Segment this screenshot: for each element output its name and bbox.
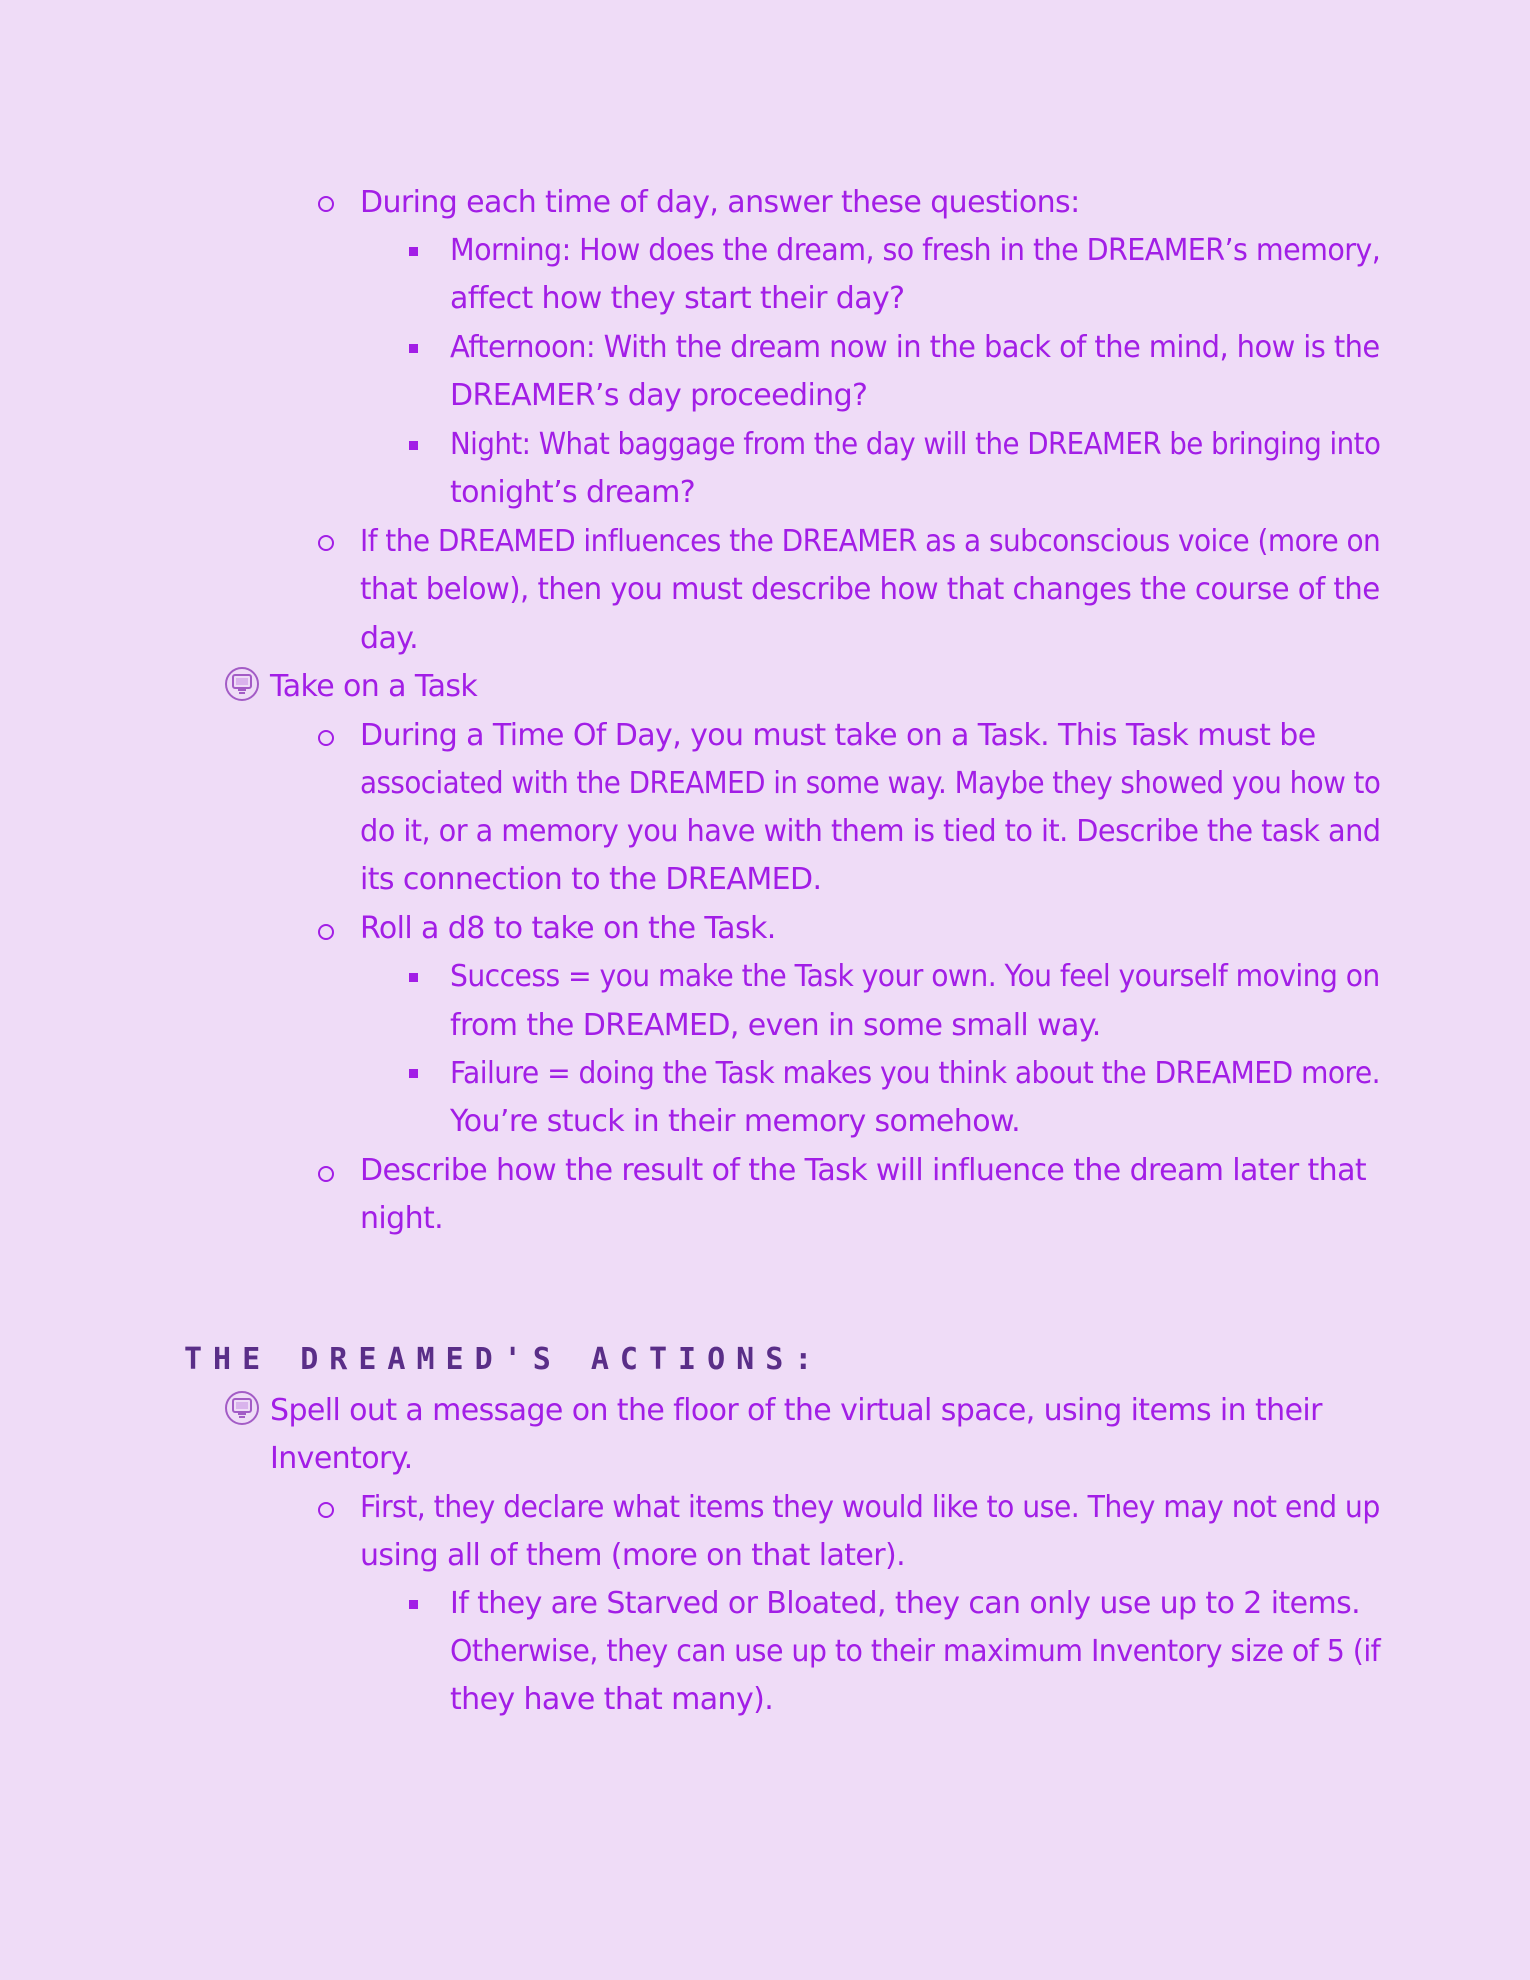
hollow-circle-bullet — [318, 730, 334, 746]
text-line: Take on a Task — [270, 669, 478, 704]
square-bullet — [409, 973, 418, 982]
text-line: Inventory. — [270, 1441, 413, 1476]
square-bullet — [409, 1600, 418, 1609]
tv-icon — [224, 1391, 260, 1425]
hollow-circle-bullet — [318, 1166, 334, 1182]
text-line: from the DREAMED, even in some small way. — [450, 1008, 1101, 1043]
tv-icon — [224, 667, 260, 701]
text-line: night. — [360, 1201, 444, 1236]
text-line: DREAMER’s day proceeding? — [450, 378, 868, 413]
square-bullet — [409, 1069, 418, 1078]
section-heading: THE DREAMED'S ACTIONS: — [184, 1342, 824, 1377]
hollow-circle-bullet — [318, 535, 334, 551]
text-line: that below), then you must describe how that changes the course of the — [360, 572, 1380, 607]
square-bullet — [409, 441, 418, 450]
text-line: Spell out a message on the floor of the virtual space, using items in their — [270, 1393, 1322, 1428]
text-line: If they are Starved or Bloated, they can only use up to 2 items. — [450, 1586, 1361, 1621]
text-line: Success = you make the Task your own. You feel yourself moving on — [450, 959, 1380, 994]
text-line: its connection to the DREAMED. — [360, 862, 822, 897]
text-line: First, they declare what items they would like to use. They may not end up — [360, 1490, 1380, 1525]
text-line: You’re stuck in their memory somehow. — [450, 1104, 1021, 1139]
text-line: associated with the DREAMED in some way. Maybe they showed you how to — [360, 766, 1381, 801]
text-line: Morning: How does the dream, so fresh in the DREAMER’s memory, — [450, 233, 1381, 268]
text-line: Failure = doing the Task makes you think about the DREAMED more. — [450, 1056, 1381, 1091]
text-line: tonight’s dream? — [450, 475, 696, 510]
text-line: using all of them (more on that later). — [360, 1538, 906, 1573]
hollow-circle-bullet — [318, 1502, 334, 1518]
text-line: do it, or a memory you have with them is tied to it. Describe the task and — [360, 814, 1381, 849]
square-bullet — [409, 344, 418, 353]
text-line: During a Time Of Day, you must take on a Task. This Task must be — [360, 718, 1316, 753]
hollow-circle-bullet — [318, 196, 334, 212]
text-line: Night: What baggage from the day will the DREAMER be bringing into — [450, 427, 1381, 462]
square-bullet — [409, 247, 418, 256]
text-line: Describe how the result of the Task will influence the dream later that — [360, 1153, 1367, 1188]
hollow-circle-bullet — [318, 924, 334, 940]
text-line: Roll a d8 to take on the Task. — [360, 911, 776, 946]
text-line: Afternoon: With the dream now in the back of the mind, how is the — [450, 330, 1380, 365]
text-line: they have that many). — [450, 1682, 774, 1717]
text-line: day. — [360, 621, 419, 656]
text-line: affect how they start their day? — [450, 281, 905, 316]
text-line: During each time of day, answer these questions: — [360, 185, 1080, 220]
text-line: If the DREAMED influences the DREAMER as a subconscious voice (more on — [360, 524, 1381, 559]
text-line: Otherwise, they can use up to their maximum Inventory size of 5 (if — [450, 1634, 1381, 1669]
